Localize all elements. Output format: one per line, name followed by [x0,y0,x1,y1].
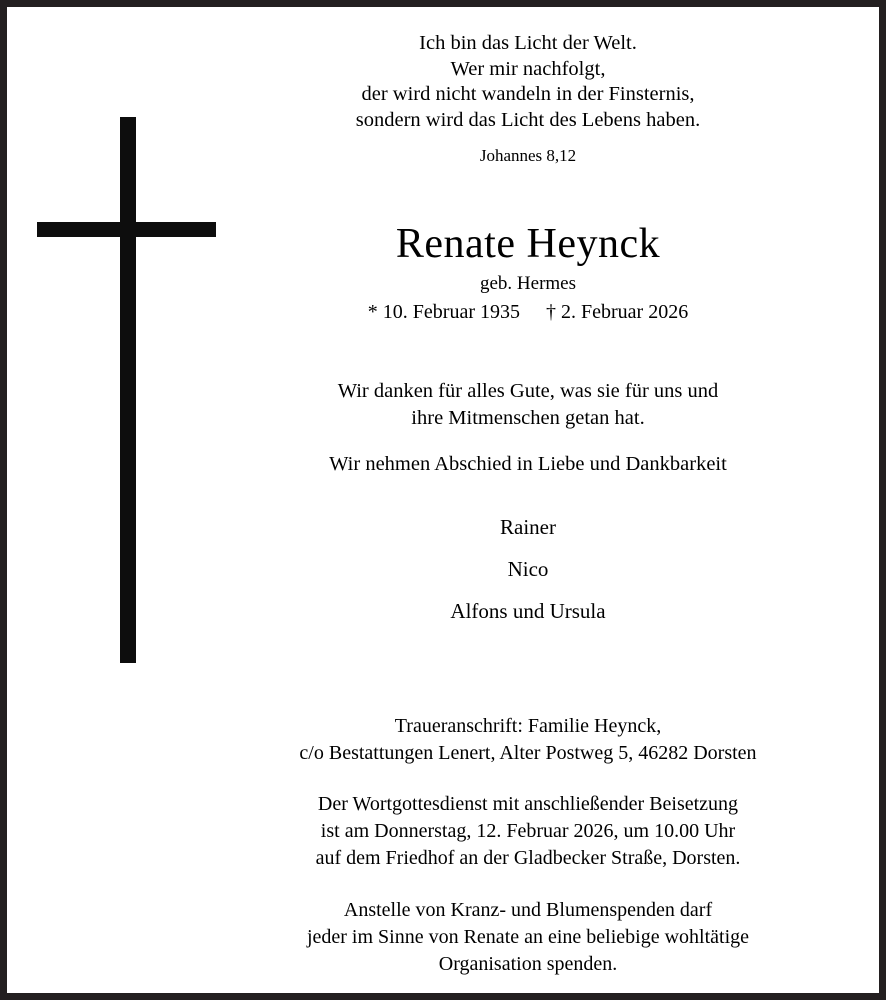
mourning-address [243,713,813,767]
death-symbol: † [546,301,556,323]
cross-horizontal-bar [37,222,216,237]
donation-line-1: Anstelle von Kranz- und Blumenspenden darf [343,899,713,921]
donation-line-3: Organisation spenden. [438,953,618,975]
deceased-name: Renate Heynck [395,221,661,267]
mourner-name: Nico [507,557,549,581]
address-line-2: c/o Bestattungen Lenert, Alter Postweg 5, 46282 Dorsten [299,742,757,764]
death-date: 2. Februar 2026 [561,301,689,323]
service-line-3: auf dem Friedhof an der Gladbecker Straße, Dorsten. [315,847,741,869]
mourner-name: Rainer [500,515,556,539]
birth-date: 10. Februar 1935 [382,301,520,323]
life-dates [243,299,813,325]
farewell-message: Wir nehmen Abschied in Liebe und Dankbarkeit [329,453,727,475]
service-line-2: ist am Donnerstag, 12. Februar 2026, um 10.00 Uhr [320,820,736,842]
donation-line-2: jeder im Sinne von Renate an eine beliebige wohltätige [306,926,750,948]
mourner-name: Alfons und Ursula [450,599,606,623]
verse-line-4: sondern wird das Licht des Lebens haben. [355,108,701,131]
thanks-line-1: Wir danken für alles Gute, was sie für uns und [337,380,719,402]
cross-vertical-bar [120,117,136,663]
deceased-maiden-name: geb. Hermes [479,273,577,294]
christian-cross-icon [0,0,250,700]
thanks-line-2: ihre Mitmenschen getan hat. [411,407,645,429]
verse-line-2: Wer mir nachfolgt, [450,57,606,80]
verse-source: Johannes 8,12 [479,146,577,165]
address-line-1: Traueranschrift: Familie Heynck, [394,715,662,737]
thanks-message [243,378,813,432]
verse-line-3: der wird nicht wandeln in der Finsternis, [361,83,695,105]
funeral-service-details [243,791,813,872]
verse-line-1: Ich bin das Licht der Welt. [419,32,637,54]
bible-verse [243,31,813,133]
mourners-list [243,506,813,632]
donation-request [243,897,813,978]
notice-text-column [243,0,813,978]
service-line-1: Der Wortgottesdienst mit anschließender Beisetzung [317,793,739,815]
birth-symbol: * [367,301,378,323]
